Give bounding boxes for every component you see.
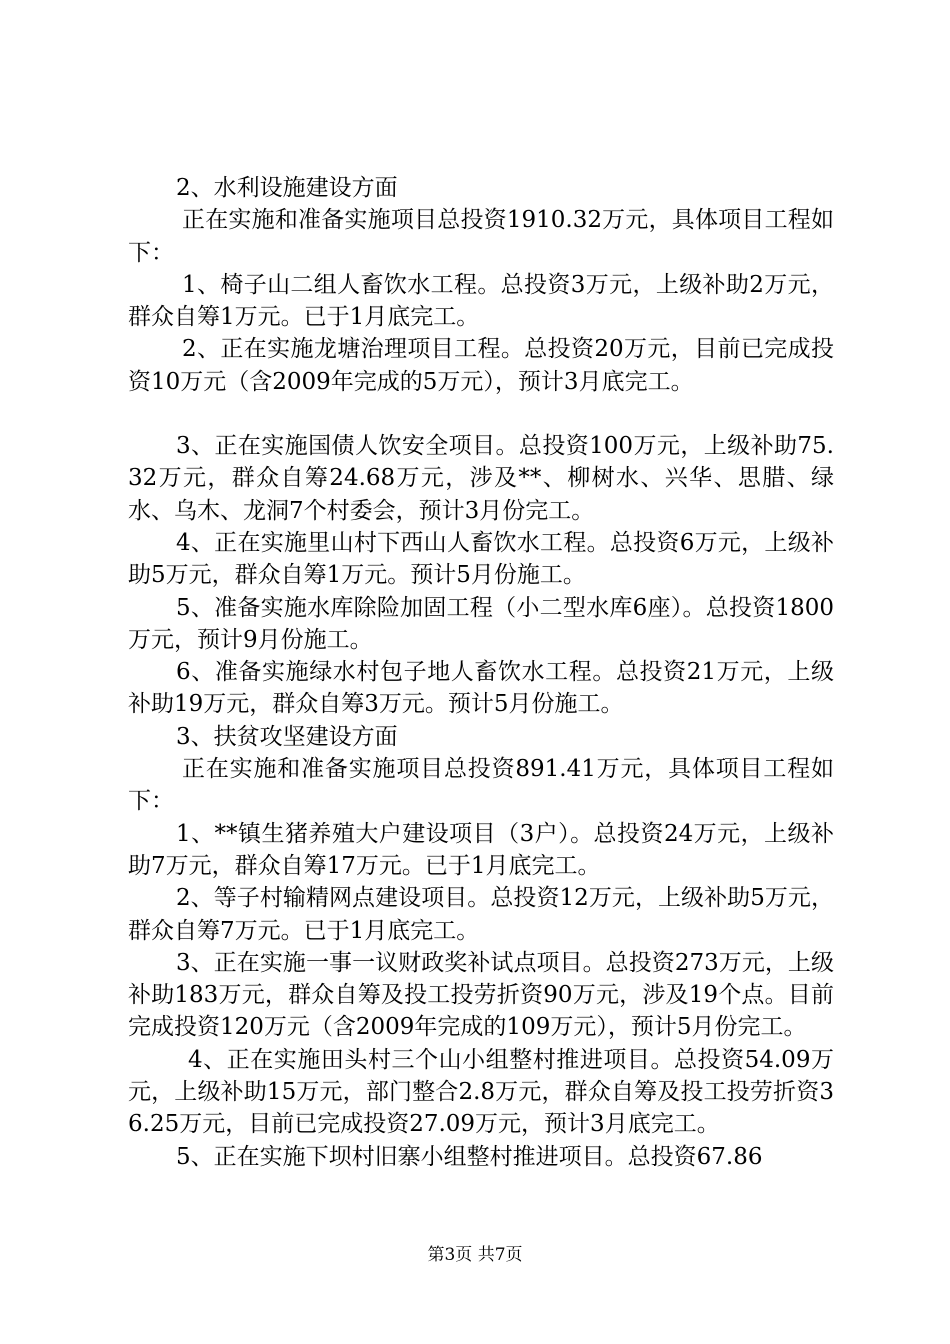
paragraph: 6、准备实施绿水村包子地人畜饮水工程。总投资21万元，上级补助19万元，群众自筹3万元。预计5月份施工。 bbox=[128, 659, 834, 718]
paragraph: 5、准备实施水库除险加固工程（小二型水库6座）。总投资1800万元，预计9月份施工。 bbox=[128, 594, 834, 653]
paragraph: 5、正在实施下坝村旧寨小组整村推进项目。总投资67.86 bbox=[176, 1143, 763, 1170]
paragraph: 4、正在实施田头村三个山小组整村推进项目。总投资54.09万元，上级补助15万元，部门整合2.8万元，群众自筹及投工投劳折资36.25万元，目前已完成投资27.09万元，预计3月底完工。 bbox=[128, 1046, 834, 1138]
document-body bbox=[128, 172, 834, 1173]
paragraph: 正在实施和准备实施项目总投资891.41万元，具体项目工程如下： bbox=[128, 756, 834, 815]
page-footer: 第3页 共7页 bbox=[427, 1245, 523, 1265]
paragraph: 4、正在实施里山村下西山人畜饮水工程。总投资6万元，上级补助5万元，群众自筹1万元。预计5月份施工。 bbox=[128, 529, 834, 589]
paragraph: 2、正在实施龙塘治理项目工程。总投资20万元，目前已完成投资10万元（含2009年完成的5万元），预计3月底完工。 bbox=[128, 336, 834, 395]
section-heading-poverty: 3、扶贫攻坚建设方面 bbox=[176, 723, 398, 750]
paragraph: 3、正在实施国债人饮安全项目。总投资100万元，上级补助75.32万元，群众自筹24.68万元，涉及**、柳树水、兴华、思腊、绿水、乌木、龙洞7个村委会，预计3月份完工。 bbox=[128, 433, 834, 524]
paragraph: 正在实施和准备实施项目总投资1910.32万元，具体项目工程如下： bbox=[128, 207, 834, 266]
blank-line bbox=[128, 398, 834, 430]
paragraph: 2、等子村输精网点建设项目。总投资12万元，上级补助5万元，群众自筹7万元。已于1月底完工。 bbox=[128, 885, 834, 944]
paragraph: 3、正在实施一事一议财政奖补试点项目。总投资273万元，上级补助183万元，群众自筹及投工投劳折资90万元，涉及19个点。目前完成投资120万元（含2009年完成的109万元），预计5月份完工。 bbox=[128, 949, 834, 1041]
section-heading-water: 2、水利设施建设方面 bbox=[176, 175, 398, 201]
paragraph: 1、**镇生猪养殖大户建设项目（3户）。总投资24万元，上级补助7万元，群众自筹17万元。已于1月底完工。 bbox=[128, 820, 834, 879]
paragraph: 1、椅子山二组人畜饮水工程。总投资3万元，上级补助2万元，群众自筹1万元。已于1月底完工。 bbox=[128, 271, 834, 331]
